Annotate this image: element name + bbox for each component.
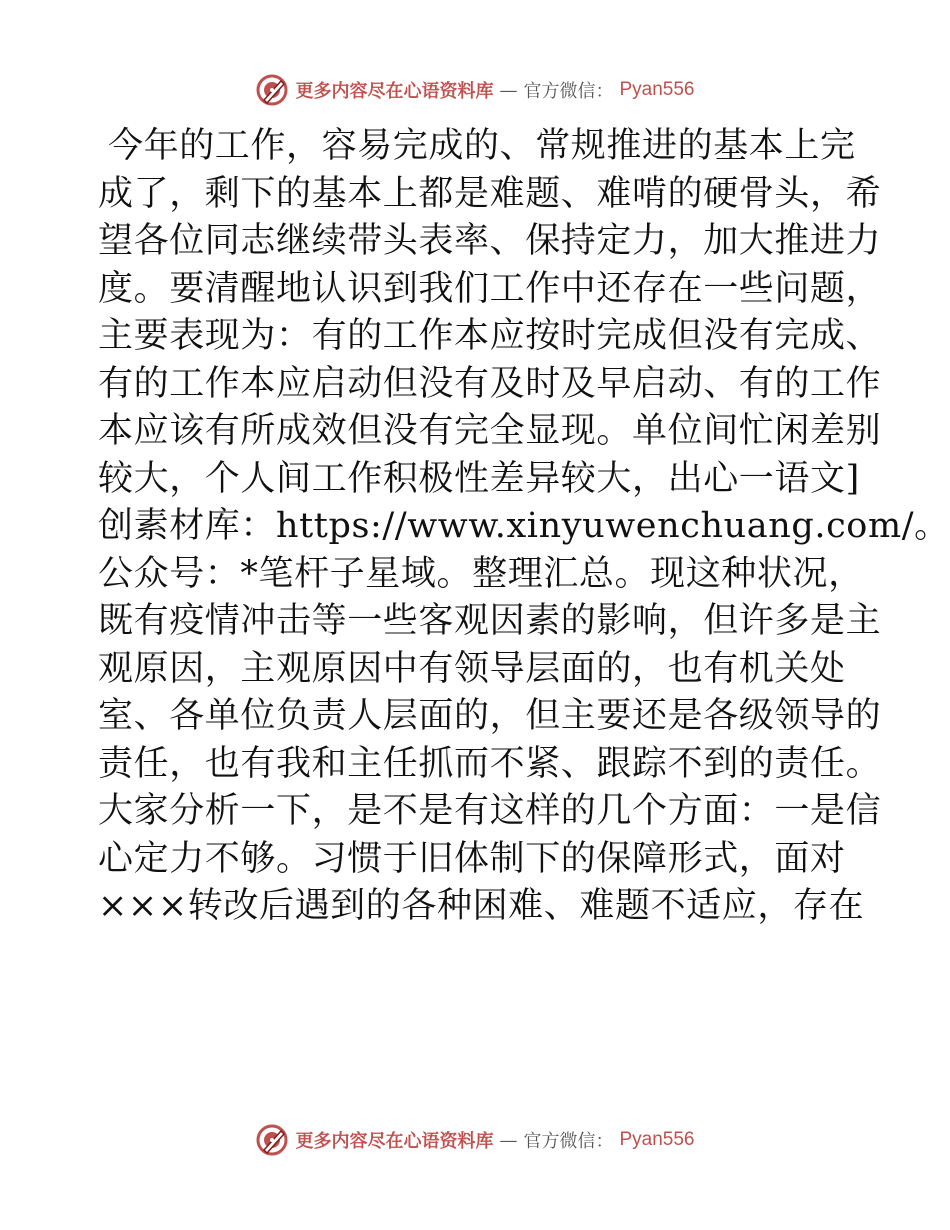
document-body bbox=[98, 123, 950, 931]
header-dash: — bbox=[499, 79, 518, 101]
text-line: 公众号：*笔杆子星域。整理汇总。现这种状况， bbox=[98, 553, 864, 594]
footer-wechat-id: Pyan556 bbox=[619, 1129, 695, 1150]
text-line: 主要表现为：有的工作本应按时完成但没有完成、 bbox=[98, 316, 882, 356]
footer-wechat-label: 官方微信： bbox=[523, 1131, 614, 1152]
text-line: 室、各单位负责人层面的，但主要还是各级领导的 bbox=[98, 696, 882, 736]
pen-nib-logo-icon bbox=[255, 1123, 289, 1157]
footer-dash: — bbox=[499, 1129, 518, 1151]
text-line: 有的工作本应启动但没有及时及早启动、有的工作 bbox=[98, 363, 882, 404]
text-line: 成了，剩下的基本上都是难题、难啃的硬骨头，希 bbox=[98, 173, 882, 214]
header-promo-text: 更多内容尽在心语资料库 bbox=[295, 81, 494, 102]
text-line: 大家分析一下，是不是有这样的几个方面：一是信 bbox=[98, 791, 882, 831]
pen-nib-logo-icon bbox=[255, 73, 289, 107]
text-line: 心定力不够。习惯于旧体制下的保障形式，面对 bbox=[98, 838, 846, 879]
text-line: 既有疫情冲击等一些客观因素的影响，但许多是主 bbox=[98, 601, 882, 641]
text-line: 责任，也有我和主任抓而不紧、跟踪不到的责任。 bbox=[98, 743, 882, 784]
text-line: 较大，个人间工作积极性差异较大，出心一语文] bbox=[98, 458, 860, 499]
footer-promo-text: 更多内容尽在心语资料库 bbox=[295, 1131, 494, 1152]
header-wechat-label: 官方微信： bbox=[523, 81, 614, 102]
text-line: 创素材库：https://www.xinyuwenchuang.com/。 bbox=[98, 506, 950, 546]
header-banner bbox=[0, 70, 950, 110]
text-line: 度。要清醒地认识到我们工作中还存在一些问题， bbox=[98, 268, 882, 309]
text-line: 观原因，主观原因中有领导层面的，也有机关处 bbox=[98, 648, 846, 689]
text-line: ×××转改后遇到的各种困难、难题不适应，存在 bbox=[98, 886, 865, 926]
text-line: 望各位同志继续带头表率、保持定力，加大推进力 bbox=[98, 221, 882, 261]
text-line: 本应该有所成效但没有完全显现。单位间忙闲差别 bbox=[98, 411, 882, 451]
footer-banner bbox=[0, 1120, 950, 1160]
text-line: 今年的工作，容易完成的、常规推进的基本上完 bbox=[108, 126, 856, 166]
header-wechat-id: Pyan556 bbox=[619, 79, 695, 100]
